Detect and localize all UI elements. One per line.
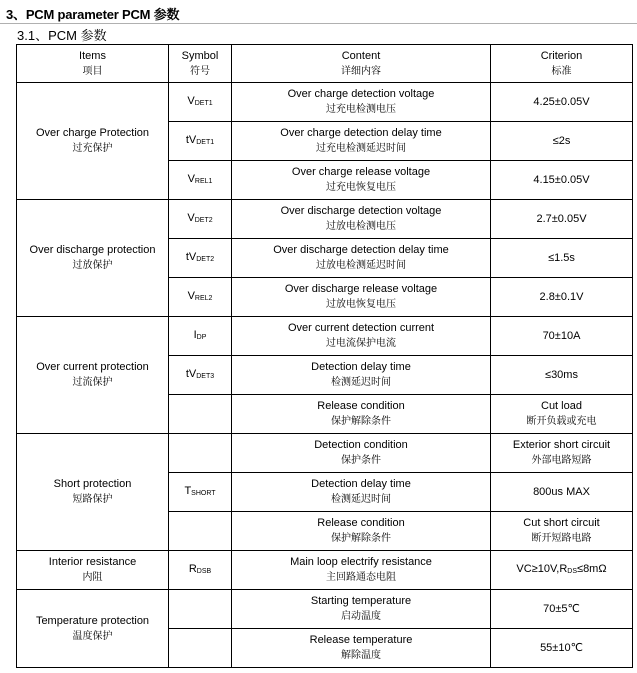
criterion-value: VC≥10V,RDS≤8mΩ — [516, 562, 607, 575]
criterion-value: ≤30ms — [545, 369, 578, 381]
symbol-cell — [169, 629, 232, 668]
symbol-main: V — [187, 94, 195, 107]
content-text-zh: 保护解除条件 — [331, 416, 391, 427]
item-cell — [17, 590, 169, 668]
symbol-subscript: DSB — [196, 567, 212, 575]
criterion-cell — [491, 356, 633, 395]
header-items: Items 项目 — [17, 45, 169, 83]
criterion-value: 2.8±0.1V — [539, 291, 584, 303]
content-text-zh: 解除温度 — [341, 650, 381, 661]
criterion-value: Cut load — [541, 400, 582, 412]
content-cell — [232, 200, 491, 239]
criterion-value: 4.25±0.05V — [533, 96, 590, 108]
symbol-cell — [169, 122, 232, 161]
symbol-main: V — [187, 172, 195, 185]
item-name: Over discharge protection — [29, 244, 156, 256]
item-name-zh: 过放保护 — [72, 260, 113, 271]
criterion-value: 70±10A — [542, 330, 581, 342]
content-text-zh: 过放电检测电压 — [326, 221, 396, 232]
criterion-cell — [491, 629, 633, 668]
pcm-parameter-table — [16, 44, 633, 668]
content-text: Over discharge release voltage — [284, 283, 438, 295]
symbol-cell — [169, 239, 232, 278]
content-text-zh: 过电流保护电流 — [326, 338, 396, 349]
table-row — [17, 317, 633, 356]
criterion-cell — [491, 239, 633, 278]
symbol-cell — [169, 278, 232, 317]
symbol-cell — [169, 200, 232, 239]
criterion-value: 2.7±0.05V — [536, 213, 587, 225]
content-text-zh: 过放电检测延迟时间 — [316, 260, 406, 271]
item-name-zh: 温度保护 — [72, 630, 113, 642]
criterion-value-zh: 断开短路电路 — [531, 533, 592, 544]
symbol-main: tV — [185, 367, 197, 380]
symbol-cell — [169, 551, 232, 590]
criterion-cell — [491, 434, 633, 473]
symbol-subscript: DET1 — [194, 99, 213, 107]
symbol-subscript: DP — [196, 333, 207, 341]
symbol-cell — [169, 317, 232, 356]
symbol-cell — [169, 473, 232, 512]
item-name-zh: 过充保护 — [72, 143, 113, 154]
header-symbol: Symbol 符号 — [169, 45, 232, 83]
section-heading: 3、PCM parameter PCM 参数 — [6, 7, 180, 22]
symbol-main: T — [184, 484, 192, 497]
content-cell — [232, 161, 491, 200]
item-name-zh: 过流保护 — [72, 377, 113, 388]
criterion-value: 55±10℃ — [540, 642, 583, 654]
content-text: Starting temperature — [310, 595, 412, 607]
criterion-cell — [491, 551, 633, 590]
item-name: Over charge Protection — [35, 127, 150, 139]
content-cell — [232, 395, 491, 434]
content-text-zh: 过放电恢复电压 — [326, 299, 396, 310]
item-name-zh: 短路保护 — [72, 494, 113, 505]
content-text-zh: 过充电恢复电压 — [326, 182, 396, 193]
content-text-zh: 保护解除条件 — [331, 533, 391, 544]
content-cell — [232, 122, 491, 161]
criterion-cell — [491, 161, 633, 200]
criterion-value: 4.15±0.05V — [533, 174, 590, 186]
criterion-value: Exterior short circuit — [512, 439, 611, 451]
content-text-zh: 主回路通态电阻 — [326, 572, 396, 583]
symbol-cell — [169, 434, 232, 473]
content-text: Release temperature — [309, 634, 413, 646]
symbol-cell — [169, 590, 232, 629]
content-cell — [232, 83, 491, 122]
content-text: Detection condition — [314, 439, 408, 451]
content-text: Over discharge detection delay time — [273, 244, 449, 256]
symbol-subscript: REL1 — [194, 177, 213, 185]
item-name: Over current protection — [36, 361, 149, 373]
criterion-value-zh: 断开负载或充电 — [526, 416, 597, 427]
criterion-cell — [491, 590, 633, 629]
content-text: Detection delay time — [311, 478, 411, 490]
table-row — [17, 551, 633, 590]
item-cell — [17, 200, 169, 317]
content-cell — [232, 590, 491, 629]
symbol-subscript: DET3 — [196, 372, 215, 380]
content-cell — [232, 317, 491, 356]
symbol-cell — [169, 395, 232, 434]
table-row — [17, 83, 633, 122]
criterion-cell — [491, 395, 633, 434]
content-cell — [232, 278, 491, 317]
content-cell — [232, 629, 491, 668]
item-name: Temperature protection — [35, 614, 150, 627]
item-cell — [17, 83, 169, 200]
criterion-cell — [491, 122, 633, 161]
content-text-zh: 过充电检测延迟时间 — [316, 143, 406, 154]
table-body — [17, 83, 633, 668]
criterion-value: 800us MAX — [533, 486, 590, 498]
header-content: Content 详细内容 — [232, 45, 491, 83]
content-text: Release condition — [317, 517, 405, 529]
item-name-zh: 内阻 — [82, 572, 103, 583]
symbol-subscript: REL2 — [194, 294, 213, 302]
criterion-cell — [491, 200, 633, 239]
criterion-value-zh: 外部电路短路 — [531, 455, 592, 466]
criterion-value: ≤2s — [552, 135, 571, 147]
subsection-heading: 3.1、PCM 参数 — [17, 28, 107, 43]
criterion-cell — [491, 473, 633, 512]
content-cell — [232, 434, 491, 473]
symbol-cell — [169, 83, 232, 122]
content-cell — [232, 356, 491, 395]
item-cell — [17, 434, 169, 551]
criterion-value: ≤1.5s — [548, 252, 575, 264]
criterion-value: 70±5℃ — [543, 603, 580, 615]
symbol-cell — [169, 161, 232, 200]
item-name: Interior resistance — [48, 556, 137, 568]
criterion-cell — [491, 83, 633, 122]
content-text-zh: 过充电检测电压 — [326, 104, 396, 115]
item-name: Short protection — [53, 478, 132, 490]
content-text: Release condition — [317, 400, 405, 412]
symbol-main: R — [188, 562, 197, 575]
content-text-zh: 检测延迟时间 — [331, 377, 391, 388]
criterion-cell — [491, 278, 633, 317]
content-text: Over discharge detection voltage — [280, 205, 442, 217]
content-text: Over charge release voltage — [291, 166, 431, 178]
symbol-subscript: DET1 — [196, 138, 215, 146]
content-text: Over current detection current — [287, 322, 435, 334]
table-header-row — [17, 45, 633, 83]
header-criterion: Criterion 标准 — [491, 45, 633, 83]
content-cell — [232, 551, 491, 590]
content-cell — [232, 239, 491, 278]
symbol-main: V — [187, 289, 195, 302]
content-text-zh: 保护条件 — [341, 455, 381, 466]
content-cell — [232, 512, 491, 551]
symbol-subscript: SHORT — [191, 489, 216, 497]
item-cell — [17, 317, 169, 434]
criterion-cell — [491, 512, 633, 551]
table-row — [17, 434, 633, 473]
content-cell — [232, 473, 491, 512]
content-text: Main loop electrify resistance — [290, 556, 432, 568]
symbol-cell — [169, 512, 232, 551]
symbol-main: tV — [185, 133, 197, 146]
content-text: Over charge detection voltage — [287, 88, 435, 100]
criterion-cell — [491, 317, 633, 356]
item-cell — [17, 551, 169, 590]
table-row — [17, 200, 633, 239]
criterion-value: Cut short circuit — [523, 517, 600, 529]
symbol-main: I — [193, 328, 197, 341]
symbol-main: V — [187, 211, 195, 224]
content-text-zh: 启动温度 — [341, 611, 381, 622]
content-text: Detection delay time — [311, 361, 411, 373]
symbol-subscript: DET2 — [194, 216, 213, 224]
content-text-zh: 检测延迟时间 — [331, 494, 391, 505]
content-text: Over charge detection delay time — [280, 127, 442, 139]
symbol-main: tV — [185, 250, 197, 263]
heading-rule — [0, 23, 637, 24]
symbol-cell — [169, 356, 232, 395]
symbol-subscript: DET2 — [196, 255, 215, 263]
table-row — [17, 590, 633, 629]
